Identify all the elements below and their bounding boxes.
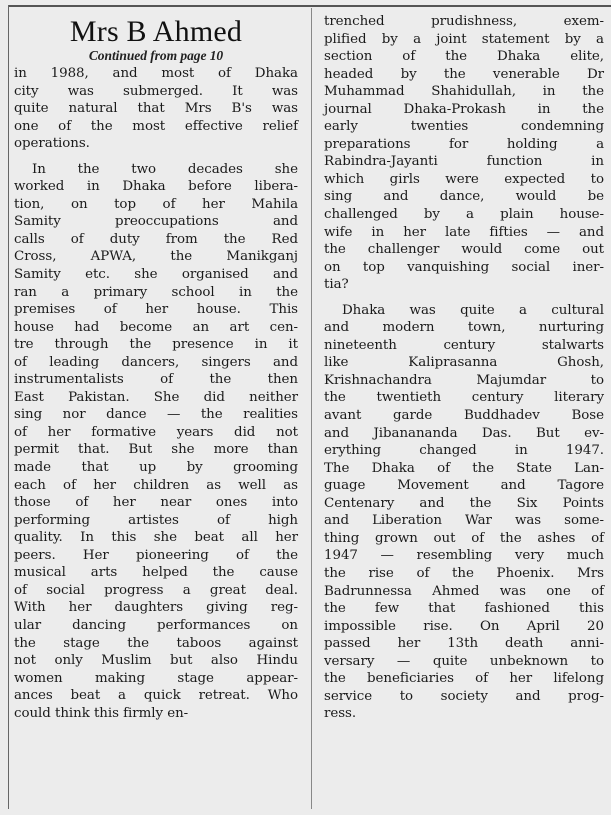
text-line: could think this firmly en- (14, 705, 189, 721)
text-line: Badrunnessa Ahmed was one of (324, 583, 604, 599)
text-line: calls of duty from the Red (14, 231, 298, 247)
text-line: wife in her late fifties — and (324, 224, 604, 240)
text-line: worked in Dhaka before libera- (14, 179, 298, 195)
text-line: In the two decades she (32, 161, 298, 177)
text-line: in 1988, and most of Dhaka (14, 66, 298, 81)
text-line: made that up by grooming (14, 460, 298, 476)
text-line: sing and dance, would be (324, 189, 604, 205)
paragraph-gap (324, 294, 604, 302)
text-line: passed her 13th death anni- (324, 636, 604, 652)
text-line: Rabindra-Jayanti function in (324, 154, 604, 170)
text-line: city was submerged. It was (14, 83, 298, 99)
top-border-rule (8, 5, 611, 7)
text-line: versary — quite unbeknown to (324, 653, 604, 669)
text-line: of leading dancers, singers and (14, 354, 298, 370)
text-line: challenged by a plain house- (324, 207, 604, 223)
text-line: East Pakistan. She did neither (14, 389, 298, 405)
text-line: early twenties condemning (324, 119, 604, 135)
text-line: sing nor dance — the realities (14, 407, 298, 423)
text-line: tre through the presence in it (14, 337, 298, 353)
text-line: the twentieth century literary (324, 390, 604, 406)
text-line: the few that fashioned this (324, 601, 604, 617)
text-line: the stage the taboos against (14, 635, 298, 651)
text-line: 1947 — resembling very much (324, 548, 604, 564)
text-line: the rise of the Phoenix. Mrs (324, 565, 604, 581)
text-line: trenched prudishness, exem- (324, 14, 604, 29)
text-line: ress. (324, 706, 357, 722)
text-line: women making stage appear- (14, 670, 298, 686)
right-column (324, 13, 604, 723)
text-line: one of the most effective relief (14, 118, 298, 134)
paragraph-gap (14, 153, 298, 161)
text-line: ances beat a quick retreat. Who (14, 688, 298, 704)
text-line: and Liberation War was some- (324, 513, 604, 529)
text-line: which girls were expected to (324, 171, 604, 187)
text-line: and modern town, nurturing (324, 320, 604, 336)
continued-note: Continued from page 10 (88, 48, 224, 63)
text-line: those of her near ones into (14, 495, 298, 511)
text-line: service to society and prog- (324, 688, 604, 704)
text-line: premises of her house. This (14, 302, 298, 318)
text-line: impossible rise. On April 20 (324, 618, 604, 634)
text-line: Cross, APWA, the Manikganj (14, 249, 298, 265)
right-column-body (324, 13, 604, 723)
paragraph (14, 65, 298, 153)
paragraph (324, 13, 604, 294)
text-line: ran a primary school in the (14, 284, 298, 300)
paragraph (14, 161, 298, 723)
text-line: Muhammad Shahidullah, in the (324, 84, 604, 100)
text-line: The Dhaka of the State Lan- (324, 460, 604, 476)
text-line: and Jibanananda Das. But ev- (324, 425, 604, 441)
text-line: like Kaliprasanna Ghosh, (324, 355, 604, 371)
article-headline: Mrs B Ahmed (69, 15, 243, 48)
column-divider (311, 8, 312, 809)
text-line: house had become an art cen- (14, 319, 298, 335)
text-line: the beneficiaries of her lifelong (324, 671, 604, 687)
text-line: peers. Her pioneering of the (14, 547, 298, 563)
left-column (14, 16, 298, 722)
text-line: avant garde Buddhadev Bose (324, 408, 604, 424)
text-line: each of her children as well as (14, 477, 298, 493)
text-line: tia? (324, 277, 349, 293)
text-line: preparations for holding a (324, 136, 604, 152)
text-line: headed by the venerable Dr (324, 66, 604, 82)
left-border-rule (8, 5, 9, 809)
text-line: plified by a joint statement by a (324, 31, 604, 47)
text-line: thing grown out of the ashes of (324, 530, 604, 546)
text-line: tion, on top of her Mahila (14, 196, 298, 212)
text-line: quality. In this she beat all her (14, 530, 298, 546)
left-column-body (14, 65, 298, 722)
text-line: operations. (14, 136, 90, 152)
paragraph (324, 302, 604, 723)
text-line: performing artistes of high (14, 512, 298, 528)
text-line: musical arts helped the cause (14, 565, 298, 581)
text-line: Centenary and the Six Points (324, 495, 604, 511)
text-line: of social progress a great deal. (14, 582, 298, 598)
text-line: the challenger would come out (324, 242, 604, 258)
text-line: Krishnachandra Majumdar to (324, 372, 604, 388)
text-line: erything changed in 1947. (324, 443, 604, 459)
text-line: not only Muslim but also Hindu (14, 653, 298, 669)
text-line: guage Movement and Tagore (324, 478, 604, 494)
text-line: Samity preoccupations and (14, 214, 298, 230)
text-line: on top vanquishing social iner- (324, 259, 604, 275)
text-line: Samity etc. she organised and (14, 267, 298, 283)
text-line: permit that. But she more than (14, 442, 298, 458)
text-line: journal Dhaka-Prokash in the (324, 101, 604, 117)
text-line: of her formative years did not (14, 424, 298, 440)
text-line: Dhaka was quite a cultural (342, 302, 604, 318)
text-line: instrumentalists of the then (14, 372, 298, 388)
text-line: ular dancing performances on (14, 617, 298, 633)
text-line: quite natural that Mrs B's was (14, 101, 298, 117)
text-line: section of the Dhaka elite, (324, 49, 604, 65)
text-line: nineteenth century stalwarts (324, 337, 604, 353)
text-line: With her daughters giving reg- (14, 600, 298, 616)
